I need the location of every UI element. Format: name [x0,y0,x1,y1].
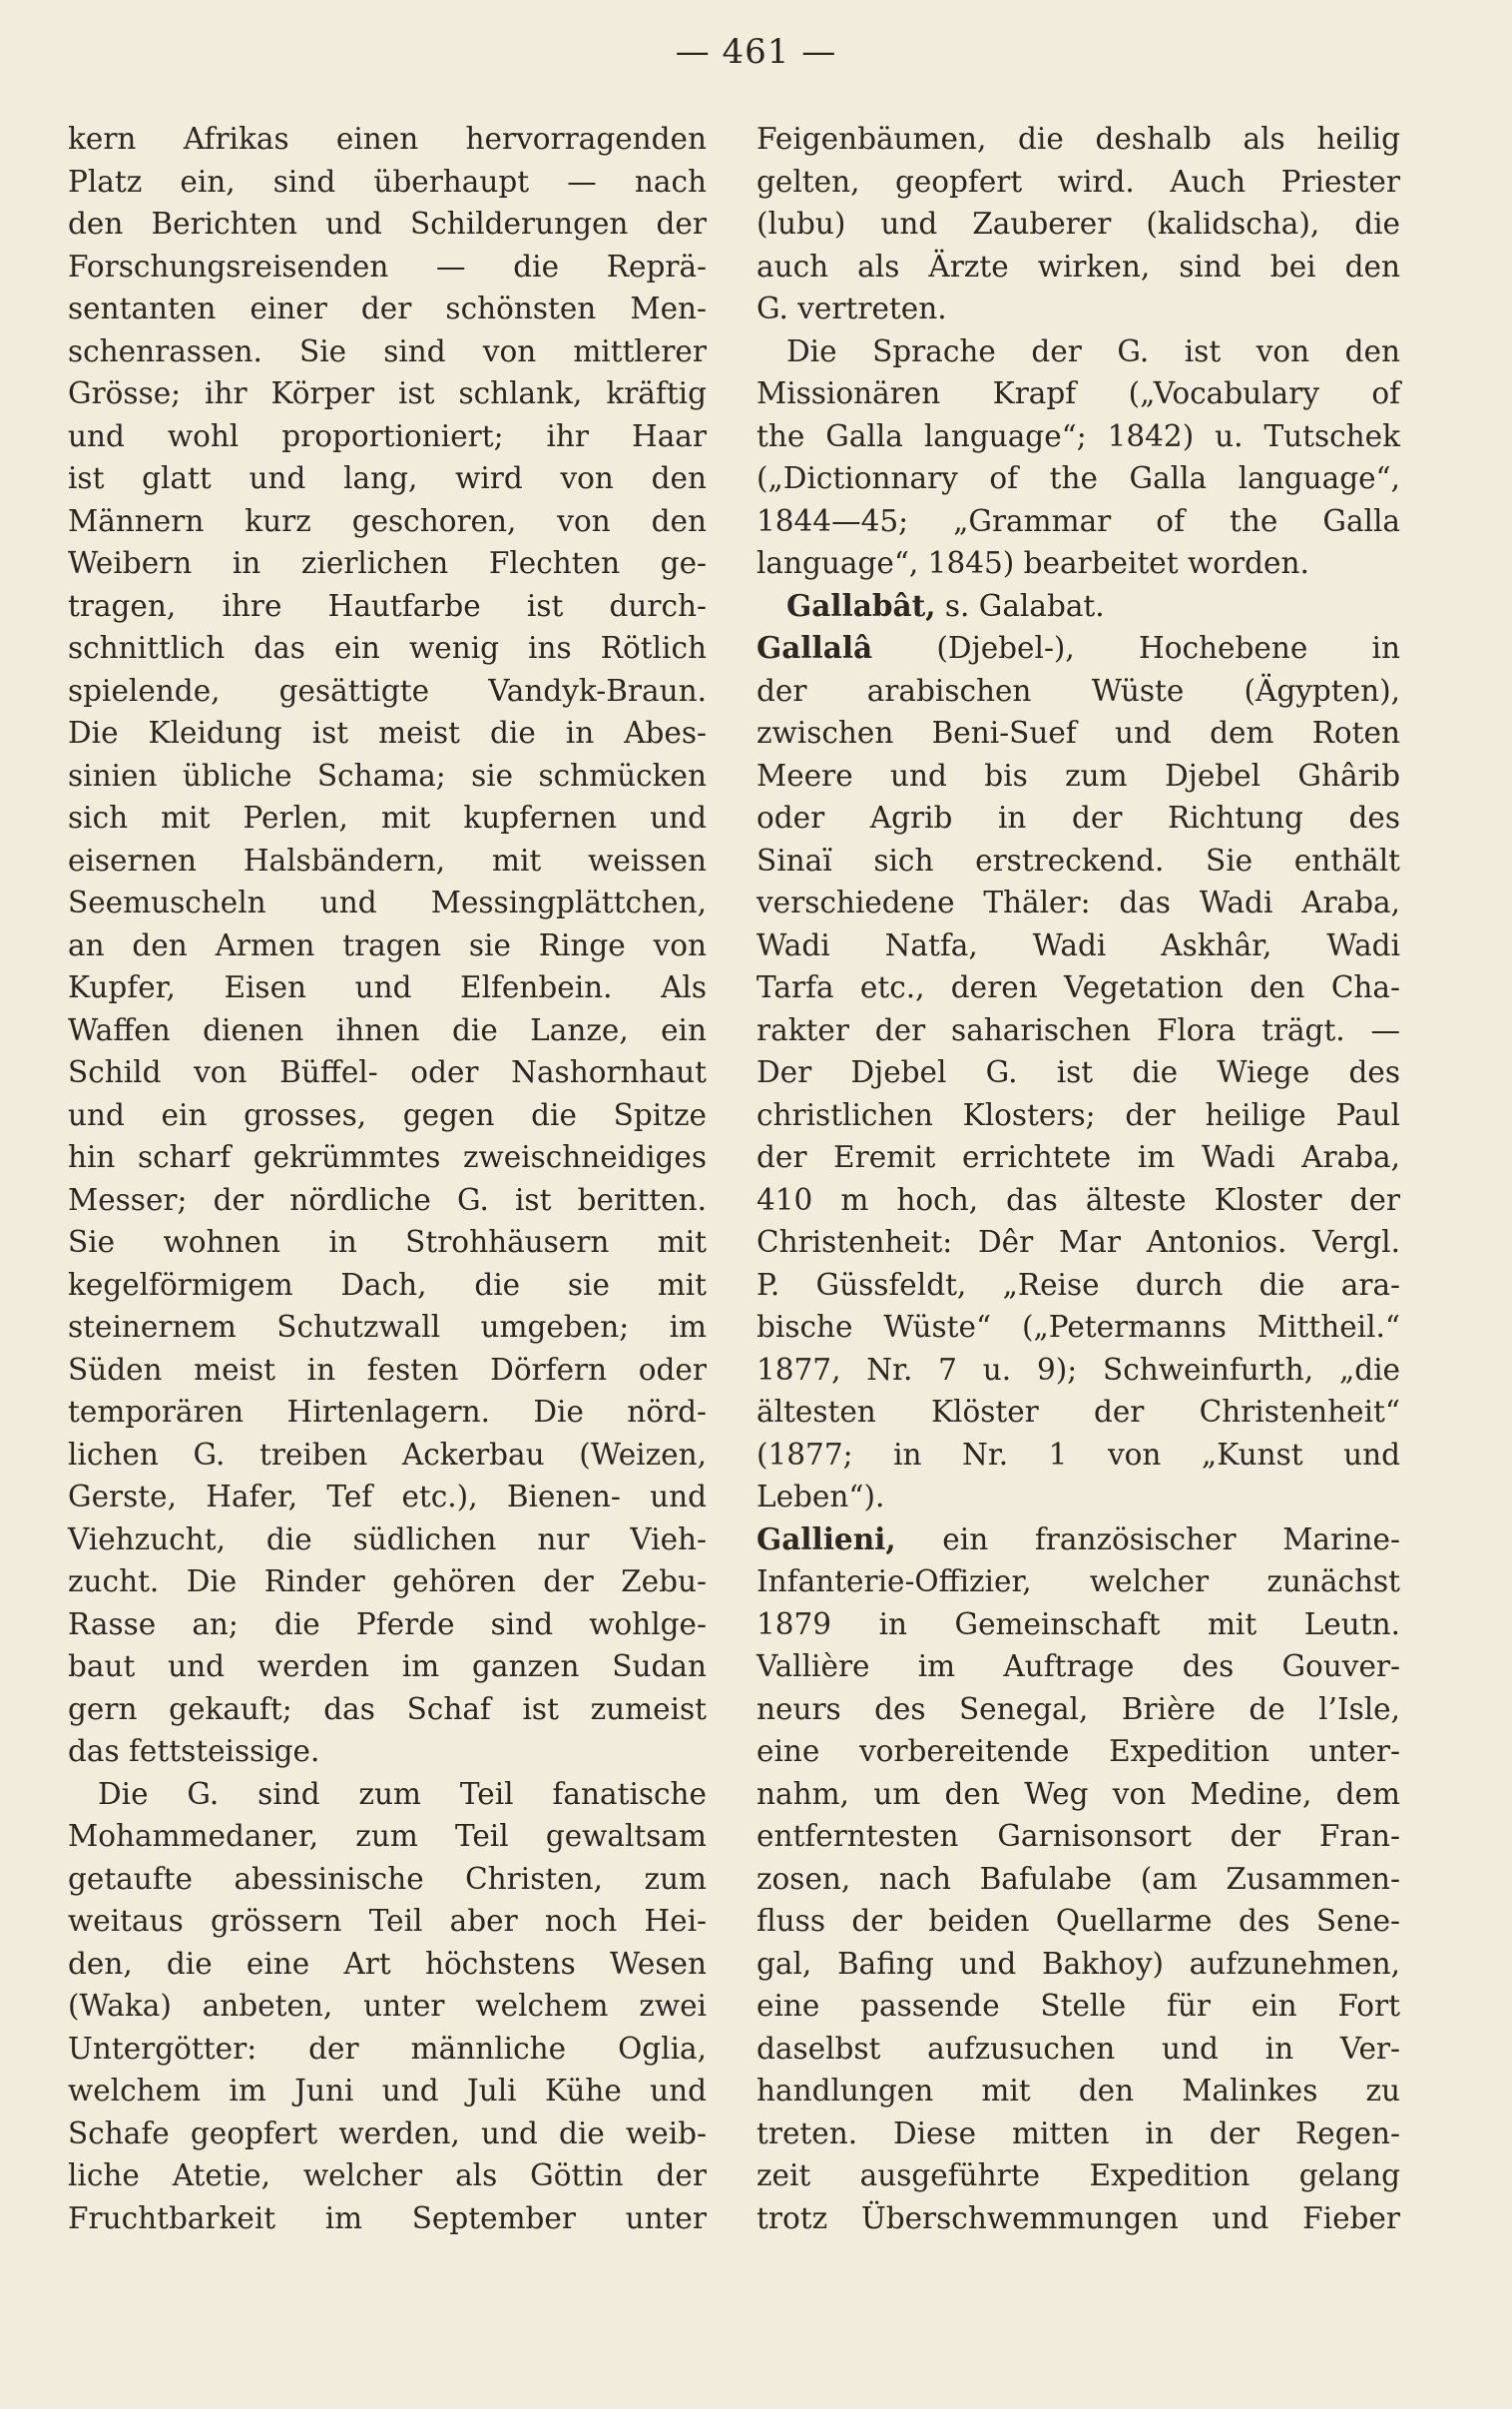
text-line: Wadi Natfa, Wadi Askhâr, Wadi [756,927,1400,962]
text-line: Die Sprache der G. ist von den [786,333,1400,368]
text-line: („Dictionnary of the Galla language“, [756,461,1400,495]
text-line: schnittlich das ein wenig ins Rötlich [68,631,707,665]
text-line: bische Wüste“ („Petermanns Mittheil.“ [756,1310,1400,1344]
text-line: Schild von Büffel- oder Nashornhaut [68,1055,707,1089]
text-line: Grösse; ihr Körper ist schlank, kräftig [68,376,707,410]
text-line: sinien übliche Schama; sie schmücken [68,758,707,793]
text-line: Der Djebel G. ist die Wiege des [756,1055,1400,1089]
text-line: P. Güssfeldt, „Reise durch die ara- [756,1267,1400,1302]
text-line: den Berichten und Schilderungen der [68,207,707,241]
text-line: das fettsteissige. [68,1734,320,1768]
right-column [756,118,1400,2239]
text-line: Platz ein, sind überhaupt — nach [68,164,707,199]
text-line: oder Agrib in der Richtung des [756,801,1400,835]
text-line: Rasse an; die Pferde sind wohlge- [68,1606,707,1641]
text-line: fluss der beiden Quellarme des Sene- [756,1904,1400,1938]
text-line: sentanten einer der schönsten Men- [68,292,707,325]
text-line: baut und werden im ganzen Sudan [68,1649,707,1683]
text-line: zeit ausgeführte Expedition gelang [756,2158,1400,2192]
text-line: Sie wohnen in Strohhäusern mit [68,1225,707,1259]
text-line: Feigenbäumen, die deshalb als heilig [756,122,1400,156]
text-line: den, die eine Art höchstens Wesen [68,1946,707,1981]
text-line: gal, Bafing und Bakhoy) aufzunehmen, [756,1946,1400,1981]
text-line: der arabischen Wüste (Ägypten), [756,673,1400,708]
text-line: verschiedene Thäler: das Wadi Araba, [756,886,1400,919]
text-line: Seemuscheln und Messingplättchen, [68,886,707,919]
text-line: eisernen Halsbändern, mit weissen [68,843,707,878]
text-line: Tarfa etc., deren Vegetation den Cha- [756,970,1400,1004]
text-line: rakter der saharischen Flora trägt. — [756,1012,1400,1047]
left-column [68,118,707,2239]
text-line: weitaus grössern Teil aber noch Hei- [68,1904,707,1938]
entry-gallieni [756,1518,1400,1561]
text-line: zucht. Die Rinder gehören der Zebu- [68,1564,707,1598]
text-line: christlichen Klosters; der heilige Paul [756,1097,1400,1132]
text-line: Sinaï sich erstreckend. Sie enthält [756,843,1400,878]
text-line: daselbst aufzusuchen und in Ver- [756,2031,1400,2066]
text-line: an den Armen tragen sie Ringe von [68,927,707,962]
entry-text: (Djebel-), Hochebene in [936,631,1400,665]
text-line: steinernem Schutzwall umgeben; im [68,1310,707,1344]
text-line: ältesten Klöster der Christenheit“ [756,1395,1400,1429]
headword: Gallabât, [786,587,936,623]
text-line: lichen G. treiben Ackerbau (Weizen, [68,1437,707,1472]
text-line: auch als Ärzte wirken, sind bei den [756,249,1400,284]
text-line: kegelförmigem Dach, die sie mit [68,1267,707,1302]
text-line: Weibern in zierlichen Flechten ge- [68,546,707,580]
text-line: entferntesten Garnisonsort der Fran- [756,1819,1400,1853]
text-line: treten. Diese mitten in der Regen- [756,2115,1400,2150]
text-line: the Galla language“; 1842) u. Tutschek [756,418,1400,453]
text-line: und ein grosses, gegen die Spitze [68,1097,707,1132]
text-line: Schafe geopfert werden, und die weib- [68,2115,707,2150]
text-line: hin scharf gekrümmtes zweischneidiges [68,1140,707,1174]
text-line: Süden meist in festen Dörfern oder [68,1352,707,1387]
text-line: tragen, ihre Hautfarbe ist durch- [68,588,707,623]
text-line: Die Kleidung ist meist die in Abes- [68,716,707,750]
text-line: kern Afrikas einen hervorragenden [68,122,707,156]
text-line: getaufte abessinische Christen, zum [68,1861,707,1896]
headword: Gallalâ [756,630,873,665]
text-line: spielende, gesättigte Vandyk-Braun. [68,673,707,708]
text-line: Fruchtbarkeit im September unter [68,2200,707,2235]
text-line: nahm, um den Weg von Medine, dem [756,1776,1400,1811]
text-line: Meere und bis zum Djebel Ghârib [756,758,1400,793]
text-line: und wohl proportioniert; ihr Haar [68,418,707,453]
text-line: (Waka) anbeten, unter welchem zwei [68,1989,707,2023]
text-line: welchem im Juni und Juli Kühe und [68,2074,707,2108]
text-line: 410 m hoch, das älteste Kloster der [756,1182,1400,1217]
text-line: schenrassen. Sie sind von mittlerer [68,333,707,368]
text-line: 1877, Nr. 7 u. 9); Schweinfurth, „die [756,1352,1400,1387]
text-line: Christenheit: Dêr Mar Antonios. Vergl. [756,1225,1400,1259]
text-line: gern gekauft; das Schaf ist zumeist [68,1691,707,1726]
text-line: G. vertreten. [756,292,947,325]
text-line: Männern kurz geschoren, von den [68,503,707,538]
text-line: Messer; der nördliche G. ist beritten. [68,1182,707,1217]
text-line: liche Atetie, welcher als Göttin der [68,2158,707,2192]
text-line: ist glatt und lang, wird von den [68,461,707,495]
text-line: temporären Hirtenlagern. Die nörd- [68,1395,707,1429]
text-line: Forschungsreisenden — die Reprä- [68,249,707,284]
page-number: — 461 — [675,32,837,72]
text-line: eine vorbereitende Expedition unter- [756,1734,1400,1768]
entry-gallabat [756,585,1400,628]
text-line: eine passende Stelle für ein Fort [756,1989,1400,2023]
text-line: zwischen Beni-Suef und dem Roten [756,716,1400,750]
text-line: Missionären Krapf („Vocabulary of [756,376,1400,410]
text-line: der Eremit errichtete im Wadi Araba, [756,1140,1400,1174]
entry-gallala [756,627,1400,670]
text-line: (lubu) und Zauberer (kalidscha), die [756,207,1400,241]
text-line: Waffen dienen ihnen die Lanze, ein [68,1012,707,1047]
text-line: gelten, geopfert wird. Auch Priester [756,164,1400,199]
text-line: Infanterie-Offizier, welcher zunächst [756,1564,1400,1598]
text-line: Mohammedaner, zum Teil gewaltsam [68,1819,707,1853]
text-line: neurs des Senegal, Brière de l’Isle, [756,1691,1400,1726]
text-line: (1877; in Nr. 1 von „Kunst und [756,1437,1400,1472]
entry-text: s. Galabat. [944,588,1105,623]
headword: Gallieni, [756,1520,896,1556]
entry-text: ein französischer Marine- [942,1521,1400,1556]
text-line: Die G. sind zum Teil fanatische [98,1776,707,1811]
text-line: zosen, nach Bafulabe (am Zusammen- [756,1861,1400,1896]
text-line: Leben“). [756,1480,885,1513]
text-line: sich mit Perlen, mit kupfernen und [68,801,707,835]
text-line: handlungen mit den Malinkes zu [756,2074,1400,2108]
text-line: Untergötter: der männliche Oglia, [68,2031,707,2066]
text-line: Viehzucht, die südlichen nur Vieh- [68,1521,707,1556]
text-line: 1844—45; „Grammar of the Galla [756,503,1400,538]
text-line: Gerste, Hafer, Tef etc.), Bienen- und [68,1480,707,1513]
text-line: trotz Überschwemmungen und Fieber [756,2200,1400,2235]
text-line: Kupfer, Eisen und Elfenbein. Als [68,970,707,1004]
text-line: 1879 in Gemeinschaft mit Leutn. [756,1606,1400,1641]
text-line: Vallière im Auftrage des Gouver- [756,1649,1400,1683]
text-line: language“, 1845) bearbeitet worden. [756,546,1309,580]
